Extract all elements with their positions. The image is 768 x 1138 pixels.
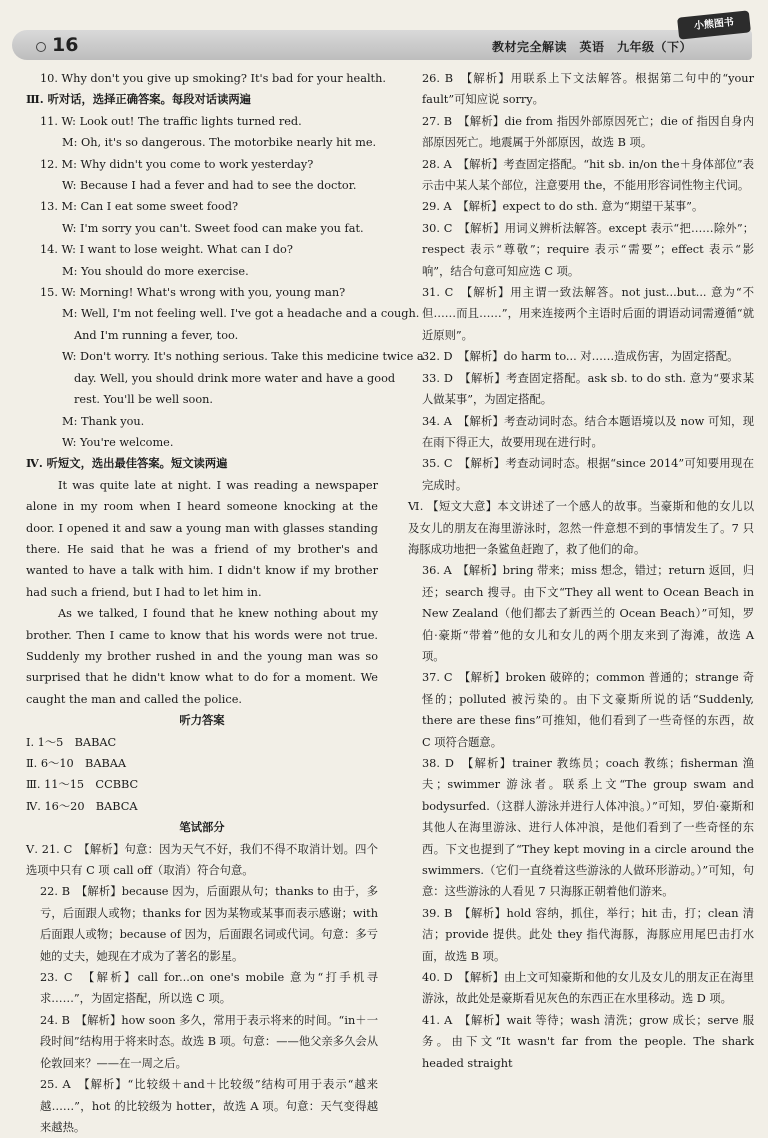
circle-icon <box>36 42 46 52</box>
dialogue-line: day. Well, you should drink more water and have a good <box>74 371 396 385</box>
answer-row: Ⅳ. 16～20 BABCA <box>26 799 138 813</box>
book-title: 教材完全解读 英语 九年级（下） <box>491 40 692 54</box>
dialogue-line: M: Well, I'm not feeling well. I've got a headache and a cough. <box>62 307 420 321</box>
page-header <box>12 30 752 60</box>
dialogue-line: M: You should do more exercise. <box>62 264 249 278</box>
right-column <box>408 68 754 1074</box>
dialogue-line: 15. W: Morning! What's wrong with you, young man? <box>40 286 346 300</box>
answer-explanation: 24. B 【解析】how soon 多久，常用于表示将来的时间。“in＋一段时间”结构用于将来时态。故选 B 项。句意：——他父亲多久会从伦敦回来？——在一周之后。 <box>40 1013 378 1070</box>
section-6-summary: Ⅵ. 【短文大意】本文讲述了一个感人的故事。当豪斯和他的女儿以及女儿的朋友在海里游泳时，忽然一件意想不到的事情发生了。7 只海豚成功地把一条鲨鱼赶跑了，救了他们的命。 <box>408 500 754 556</box>
answer-explanation: 29. A 【解析】expect to do sth. 意为“期望干某事”。 <box>422 200 704 214</box>
answer-explanation: 35. C 【解析】考查动词时态。根据“since 2014”可知要用现在完成时。 <box>422 457 754 492</box>
answer-explanation: 27. B 【解析】die from 指因外部原因死亡；die of 指因自身内部原因死亡。地震属于外部原因，故选 B 项。 <box>422 114 754 150</box>
answer-row: Ⅲ. 11～15 CCBBC <box>26 778 139 792</box>
left-column <box>26 68 424 1138</box>
dialogue-line: 12. M: Why didn't you come to work yesterday? <box>40 157 314 171</box>
answer-explanation: 37. C 【解析】broken 破碎的；common 普通的；strange 奇怪的；polluted 被污染的。由下文豪斯所说的话“Suddenly, there are these fins”可推知，他们看到了一些奇怪的东西，故 C 项符合题意。 <box>422 671 754 749</box>
dialogue-line: W: Because I had a fever and had to see the doctor. <box>62 179 357 193</box>
answer-explanation: 31. C 【解析】用主谓一致法解答。not just...but... 意为“不但……而且……”，用来连接两个主语时后面的谓语动词需遵循“就近原则”。 <box>422 286 754 342</box>
answer-row: Ⅱ. 6～10 BABAA <box>26 757 127 770</box>
answer-explanation: Ⅴ. 21. C 【解析】句意：因为天气不好，我们不得不取消计划。四个选项中只有 C 项 call off（取消）符合句意。 <box>26 842 378 878</box>
section-4-title: Ⅳ. 听短文，选出最佳答案。短文读两遍 <box>26 456 228 471</box>
question-10: 10. Why don't you give up smoking? It's bad for your health. <box>40 72 386 85</box>
dialogue-line: 14. W: I want to lose weight. What can I do? <box>40 243 293 257</box>
answer-explanation: 33. D 【解析】考查固定搭配。ask sb. to do sth. 意为“要求某人做某事”，为固定搭配。 <box>422 371 754 407</box>
answer-explanation: 36. A 【解析】bring 带来；miss 想念，错过；return 返回，归还；search 搜寻。由下文“They all went to Ocean Beach in New Zealand（他们都去了新西兰的 Ocean Beach）”可知，罗伯·豪斯“带着”他的女儿和女儿的两个朋友来到了海滩，故选 A 项。 <box>422 564 754 663</box>
dialogue-line: M: Oh, it's so dangerous. The motorbike nearly hit me. <box>62 136 377 150</box>
answer-explanation: 22. B 【解析】because 因为，后面跟从句；thanks to 由于，多亏，后面跟人或物；thanks for 因为某物或某事而表示感谢；with 后面跟人或物；because of 因为，后面跟名词或代词。句意：多亏她的丈夫，她现在才成为了著名的影星。 <box>40 885 378 963</box>
answer-explanation: 30. C 【解析】用词义辨析法解答。except 表示“把……除外”；respect 表示“尊敬”；require 表示“需要”；effect 表示“影响”，结合句意可知应选 C 项。 <box>422 221 754 278</box>
passage-paragraph: As we talked, I found that he knew nothing about my brother. Then I came to know that his words were not true. Suddenly my brother rushed in and the young man was so surprised that he didn't know what to do for a moment. We caught the man and called the police. <box>26 607 378 706</box>
section-3-title: Ⅲ. 听对话，选择正确答案。每段对话读两遍 <box>26 92 251 107</box>
answer-explanation: 26. B 【解析】用联系上下文法解答。根据第二句中的“your fault”可知应说 sorry。 <box>422 72 754 107</box>
page-number: 16 <box>52 34 79 56</box>
passage-paragraph: It was quite late at night. I was reading a newspaper alone in my room when I heard someone knocking at the door. I opened it and saw a young man with glasses standing there. He said that he was a friend of my brother's and wanted to have a talk with him. I didn't know if my brother had such a friend, but I had to let him in. <box>26 478 378 599</box>
answer-explanation: 41. A 【解析】wait 等待；wash 清洗；grow 成长；serve 服务。由下文“It wasn't far from the people. The shark headed straight <box>422 1013 754 1070</box>
answer-row: Ⅰ. 1～5 BABAC <box>26 735 117 749</box>
dialogue-line: W: I'm sorry you can't. Sweet food can make you fat. <box>62 221 364 235</box>
written-title: 笔试部分 <box>179 820 225 835</box>
answer-explanation: 40. D 【解析】由上文可知豪斯和他的女儿及女儿的朋友正在海里游泳，故此处是豪斯看见灰色的东西正在水里移动。选 D 项。 <box>422 971 754 1006</box>
dialogue-line: rest. You'll be well soon. <box>74 393 214 407</box>
dialogue-line: And I'm running a fever, too. <box>74 328 239 342</box>
answer-explanation: 28. A 【解析】考查固定搭配。“hit sb. in/on the＋身体部位”表示击中某人某个部位，注意要用 the，不能用形容词性物主代词。 <box>422 157 754 193</box>
answer-explanation: 23. C 【解析】call for...on one's mobile 意为“打手机寻求……”，为固定搭配，所以选 C 项。 <box>40 971 378 1006</box>
dialogue-line: M: Thank you. <box>62 414 145 428</box>
answer-explanation: 25. A 【解析】“比较级＋and＋比较级”结构可用于表示“越来越……”，hot 的比较级为 hotter，故选 A 项。句意：天气变得越来越热。 <box>40 1078 378 1134</box>
answers-title: 听力答案 <box>179 713 225 728</box>
dialogue-line: W: You're welcome. <box>62 435 174 449</box>
dialogue-line: W: Don't worry. It's nothing serious. Take this medicine twice a <box>62 350 424 364</box>
answer-explanation: 32. D 【解析】do harm to... 对……造成伤害，为固定搭配。 <box>422 350 739 364</box>
answer-explanation: 38. D 【解析】trainer 教练员；coach 教练；fisherman 渔夫；swimmer 游泳者。联系上文“The group swam and bodysurfed.（这群人游泳并进行人体冲浪。）”可知，罗伯·豪斯和其他人在海里游泳、进行人体冲浪，是他们看到了一些奇怪的东西。下文也提到了“They kept moving in a circle around the swimmers.（它们一直绕着这些游泳的人做环形游动。）”可知，句意：这些游泳的人看见 7 只海豚正朝着他们游来。 <box>422 757 754 899</box>
brand-logo: 小熊图书 <box>677 10 751 39</box>
answer-explanation: 34. A 【解析】考查动词时态。结合本题语境以及 now 可知，现在雨下得正大，故要用现在进行时。 <box>422 414 754 449</box>
dialogue-line: 11. W: Look out! The traffic lights turned red. <box>40 114 302 128</box>
answer-explanation: 39. B 【解析】hold 容纳，抓住，举行；hit 击，打；clean 清洁；provide 提供。此处 they 指代海豚，海豚应用尾巴击打水面，故选 B 项。 <box>422 906 754 963</box>
dialogue-line: 13. M: Can I eat some sweet food? <box>40 200 238 214</box>
